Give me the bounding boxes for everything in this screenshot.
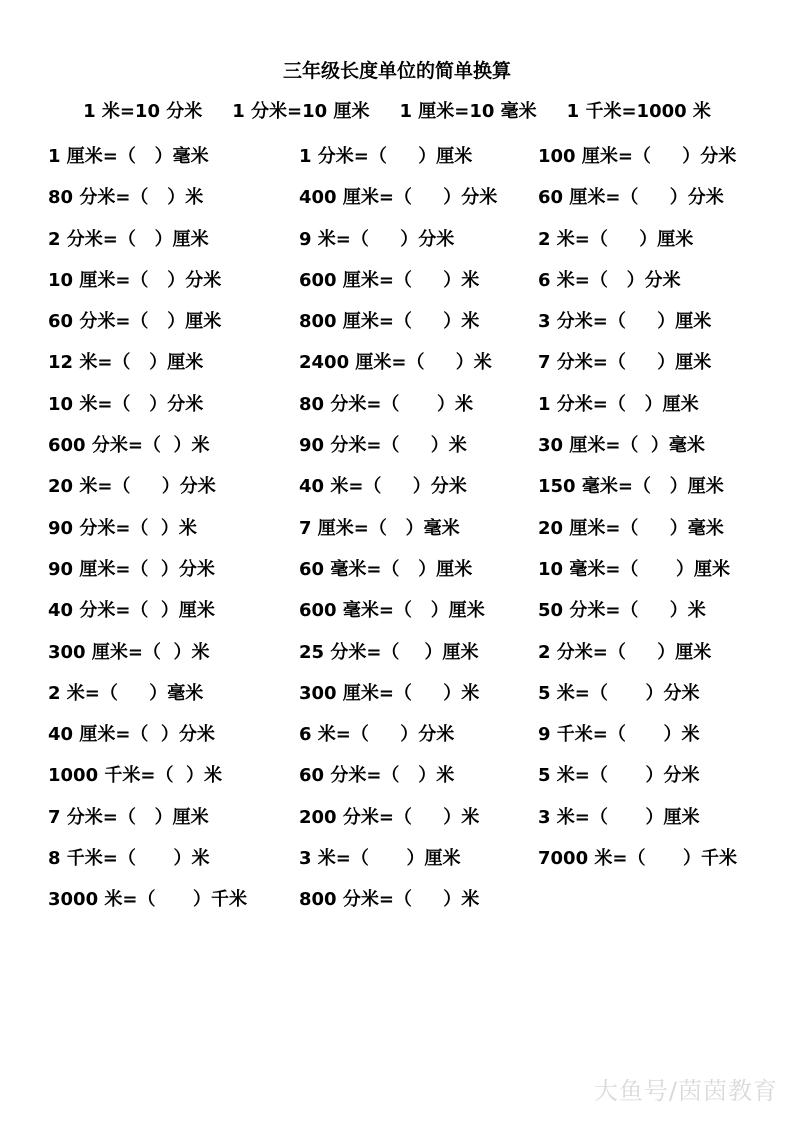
exercise-item: 40 分米=（ ）厘米 (48, 600, 215, 622)
exercise-item: 2 米=（ ）厘米 (538, 228, 694, 250)
exercise-item: 100 厘米=（ ）分米 (538, 146, 737, 167)
exercise-item: 7 分米=（ ）厘米 (538, 352, 712, 374)
exercise-item: 800 分米=（ ）米 (299, 889, 480, 911)
exercise-item: 600 毫米=（ ）厘米 (299, 600, 485, 622)
exercise-item: 2 米=（ ）毫米 (48, 682, 204, 704)
exercise-item: 150 毫米=（ ）厘米 (538, 476, 724, 498)
exercise-item: 6 米=（ ）分米 (299, 724, 455, 746)
exercise-item: 2 分米=（ ）厘米 (48, 228, 209, 250)
exercise-item: 300 厘米=（ ）米 (299, 682, 480, 704)
exercise-item: 7 分米=（ ）厘米 (48, 806, 209, 828)
exercise-item: 60 厘米=（ ）分米 (538, 187, 724, 209)
exercise-item: 200 分米=（ ）米 (299, 806, 480, 828)
exercise-item: 7000 米=（ ）千米 (538, 848, 738, 870)
exercise-item: 2400 厘米=（ ）米 (299, 352, 492, 374)
exercise-item: 8 千米=（ ）米 (48, 848, 210, 870)
exercise-item: 1 分米=（ ）厘米 (538, 393, 699, 415)
exercise-item: 80 分米=（ ）米 (48, 187, 204, 209)
exercise-item: 30 厘米=（ ）毫米 (538, 435, 705, 457)
exercise-item: 6 米=（ ）分米 (538, 269, 681, 291)
exercise-item: 10 米=（ ）分米 (48, 393, 204, 415)
unit-reference-line (0, 97, 794, 123)
unit-rule: 1 分米=10 厘米 (232, 101, 370, 122)
exercise-item: 3 米=（ ）厘米 (299, 848, 461, 870)
unit-rule: 1 厘米=10 毫米 (399, 101, 537, 122)
exercise-item: 9 千米=（ ）米 (538, 724, 700, 746)
exercise-item: 60 毫米=（ ）厘米 (299, 558, 473, 580)
unit-rule: 1 千米=1000 米 (566, 101, 711, 122)
exercise-item: 90 分米=（ ）米 (48, 517, 197, 539)
exercise-item: 9 米=（ ）分米 (299, 228, 455, 250)
exercise-item: 1 厘米=（ ）毫米 (48, 146, 209, 167)
unit-rule: 1 米=10 分米 (83, 101, 203, 122)
exercise-item: 2 分米=（ ）厘米 (538, 641, 712, 663)
exercise-item: 25 分米=（ ）厘米 (299, 641, 479, 663)
exercise-item: 60 分米=（ ）厘米 (48, 311, 222, 333)
exercise-item: 90 厘米=（ ）分米 (48, 558, 215, 580)
exercise-item: 800 厘米=（ ）米 (299, 311, 480, 333)
exercise-item: 10 毫米=（ ）厘米 (538, 558, 730, 580)
exercise-item: 60 分米=（ ）米 (299, 765, 455, 787)
exercise-item: 20 米=（ ）分米 (48, 476, 216, 498)
exercise-item: 600 分米=（ ）米 (48, 435, 210, 457)
exercise-item: 3 分米=（ ）厘米 (538, 311, 712, 333)
exercise-item: 5 米=（ ）分米 (538, 765, 700, 787)
exercise-item: 5 米=（ ）分米 (538, 682, 700, 704)
exercise-item: 7 厘米=（ ）毫米 (299, 517, 460, 539)
exercise-item: 3 米=（ ）厘米 (538, 806, 700, 828)
exercise-item: 3000 米=（ ）千米 (48, 889, 248, 911)
page-title: 三年级长度单位的简单换算 (282, 60, 511, 82)
exercise-item: 80 分米=（ ）米 (299, 393, 473, 415)
exercise-item: 40 厘米=（ ）分米 (48, 724, 215, 746)
exercise-item: 12 米=（ ）厘米 (48, 352, 204, 374)
exercise-item: 1 分米=（ ）厘米 (299, 146, 473, 167)
exercise-item: 10 厘米=（ ）分米 (48, 269, 222, 291)
exercise-item: 50 分米=（ ）米 (538, 600, 706, 622)
exercise-item: 40 米=（ ）分米 (299, 476, 467, 498)
exercise-item: 400 厘米=（ ）分米 (299, 187, 498, 209)
exercise-item: 1000 千米=（ ）米 (48, 765, 222, 787)
exercise-item: 20 厘米=（ ）毫米 (538, 517, 724, 539)
watermark: 大鱼号/茵茵教育 (593, 1077, 778, 1105)
exercise-item: 600 厘米=（ ）米 (299, 269, 480, 291)
exercise-item: 300 厘米=（ ）米 (48, 641, 210, 663)
exercise-item: 90 分米=（ ）米 (299, 435, 467, 457)
